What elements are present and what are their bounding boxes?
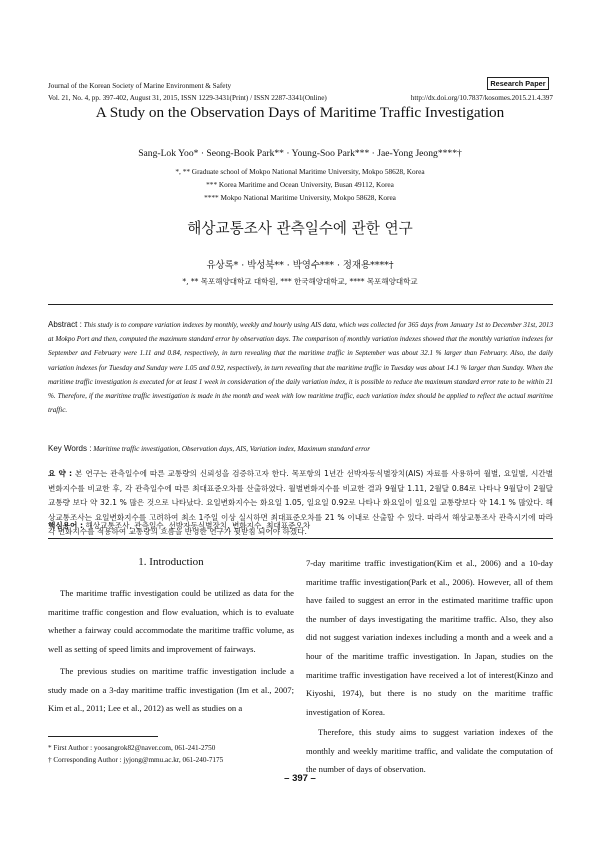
korean-affiliation: *, ** 목포해양대학교 대학원, *** 한국해양대학교, **** 목포해양대학교 xyxy=(182,277,418,286)
abstract xyxy=(48,318,553,417)
summary-label: 요 약 : xyxy=(48,469,73,478)
affiliation-line: **** Mokpo National Maritime University, Mokpo 58628, Korea xyxy=(204,192,396,202)
divider xyxy=(48,538,553,539)
intro-paragraph: The previous studies on maritime traffic investigation include a study made on a 3-day maritime traffic investigation (Im et al., 2007; Kim et al., 2011; Lee et al., 2012) as well as studies on a xyxy=(48,666,294,714)
intro-paragraph: 7-day maritime traffic investigation(Kim et al., 2006) and a 10-day maritime traffic investigation(Park et al., 2006). However, all of them have failed to suggest an error in the estimated maritime traffic upon the number of days investigating the maritime traffic. Also, they also did not suggest variation indexes including a month and a week and a hour of the maritime traffic investigation. In Japan, studies on the maritime traffic investigation have received a lot of interest(Kinzo and Kiyoshi, 1974), but there is no study on the maritime traffic investigation of Korea. xyxy=(306,558,553,717)
footnotes xyxy=(48,742,294,766)
keywords-text: Maritime traffic investigation, Observation days, AIS, Variation index, Maximum standard error xyxy=(93,445,371,453)
abstract-label: Abstract : xyxy=(48,320,82,329)
affiliations xyxy=(30,166,570,204)
intro-paragraph: The maritime traffic investigation could be utilized as data for the maritime traffic congestion and flow evaluation, which is to evaluate whether a fairway could accommodate the maritime traffic volume, as well as setting of speed limits and improvement of fairways. xyxy=(48,588,294,654)
volume-info: Vol. 21, No. 4, pp. 397-402, August 31, 2015, ISSN 1229-3431(Print) / ISSN 2287-3341(Online) xyxy=(48,94,327,102)
footnote-corresponding-author: † Corresponding Author : jyjong@mmu.ac.kr, 061-240-7175 xyxy=(48,756,224,764)
paper-title: A Study on the Observation Days of Maritime Traffic Investigation xyxy=(95,104,505,121)
intro-paragraph: Therefore, this study aims to suggest variation indexes of the monthly and weekly maritime traffic, and validate the computation of the number of days of observation. xyxy=(306,727,553,775)
abstract-text: This study is to compare variation indexes by monthly, weekly and hourly using AIS data, which was collected for 365 days from January 1st to December 31st, 2013 at Mokpo Port and then, computed the maximum standard error by observation days. The comparison of monthly variation indexes showed that the monthly variation indexes for September and February were 1.11 and 0.84, respectively, in turn revealing that the maritime traffic in September was about 32.1 % larger than February. Also, the daily variation indexes for Tuesday and Sunday were 1.05 and 0.92, respectively, in turn revealing that the maritime traffic in Tuesday was about 14.1 % larger than Sunday. When the maritime traffic investigation is executed for at least 1 week in consideration of the daily variation index, it is possible to reduce the maximum standard error rate to be within 21 %. Therefore, if the maritime traffic investigation is made in the month and week with low maritime traffic, each variation index should be applied to reflect the actual maritime traffic. xyxy=(48,321,554,415)
journal-name: Journal of the Korean Society of Marine Environment & Safety xyxy=(48,82,232,90)
korean-authors: 유상록* · 박성북** · 박영수*** · 정재용****† xyxy=(206,260,394,271)
page-number: – 397 – xyxy=(284,773,316,784)
footnote-rule xyxy=(48,736,158,737)
korean-title: 해상교통조사 관측일수에 관한 연구 xyxy=(187,220,413,237)
korean-keywords-label: 핵심용어 : xyxy=(48,521,84,530)
summary-text: 본 연구는 관측일수에 따른 교통량의 신뢰성을 검증하고자 한다. 목포항의 1년간 선박자동식별장치(AIS) 자료를 사용하여 월별, 요일별, 시간별 변화지수를 비교한 후, 각 관측일수에 따른 최대표준오차를 산출하였다. 월별변화지수를 비교한 결과 9월달 1.11, 2월달 0.84로 나타나 9월달이 2월달 교통량 보다 약 32.1 % 많은 것으로 나타났다. 요일변화지수는 화요일 1.05, 일요일 0.92로 나타나 화요일이 일요일 교통량보다 약 14.1 % 많았다. 해상교통조사는 요일변화지수를 고려하여 최소 1주일 이상 실시하면 최대표준오차를 21 % 이내로 산출할 수 있다. 따라서 해상교통조사 관측시기에 따라 각 변화지수를 적용하여 교통량의 흐름을 반영한 연구가 뒷받침 되어야 하겠다. xyxy=(48,469,553,537)
authors: Sang-Lok Yoo* · Seong-Book Park** · Young-Soo Park*** · Jae-Yong Jeong****† xyxy=(138,148,462,159)
doi-link[interactable]: http://dx.doi.org/10.7837/kosomes.2015.21.4.397 xyxy=(410,94,553,102)
affiliation-line: *** Korea Maritime and Ocean University, Busan 49112, Korea xyxy=(206,179,394,189)
korean-keywords-text: 해상교통조사, 관측일수, 선박자동식별장치, 변화지수, 최대표준오차 xyxy=(85,521,311,530)
divider xyxy=(48,304,553,305)
keywords-label: Key Words : xyxy=(48,444,92,453)
research-paper-badge: Research Paper xyxy=(487,77,549,90)
footnote-first-author: * First Author : yoosangrok82@naver.com, 061-241-2750 xyxy=(48,744,216,752)
keywords xyxy=(48,444,553,453)
korean-keywords xyxy=(48,520,553,531)
affiliation-line: *, ** Graduate school of Mokpo National Maritime University, Mokpo 58628, Korea xyxy=(175,167,425,176)
section-heading: 1. Introduction xyxy=(138,556,204,568)
